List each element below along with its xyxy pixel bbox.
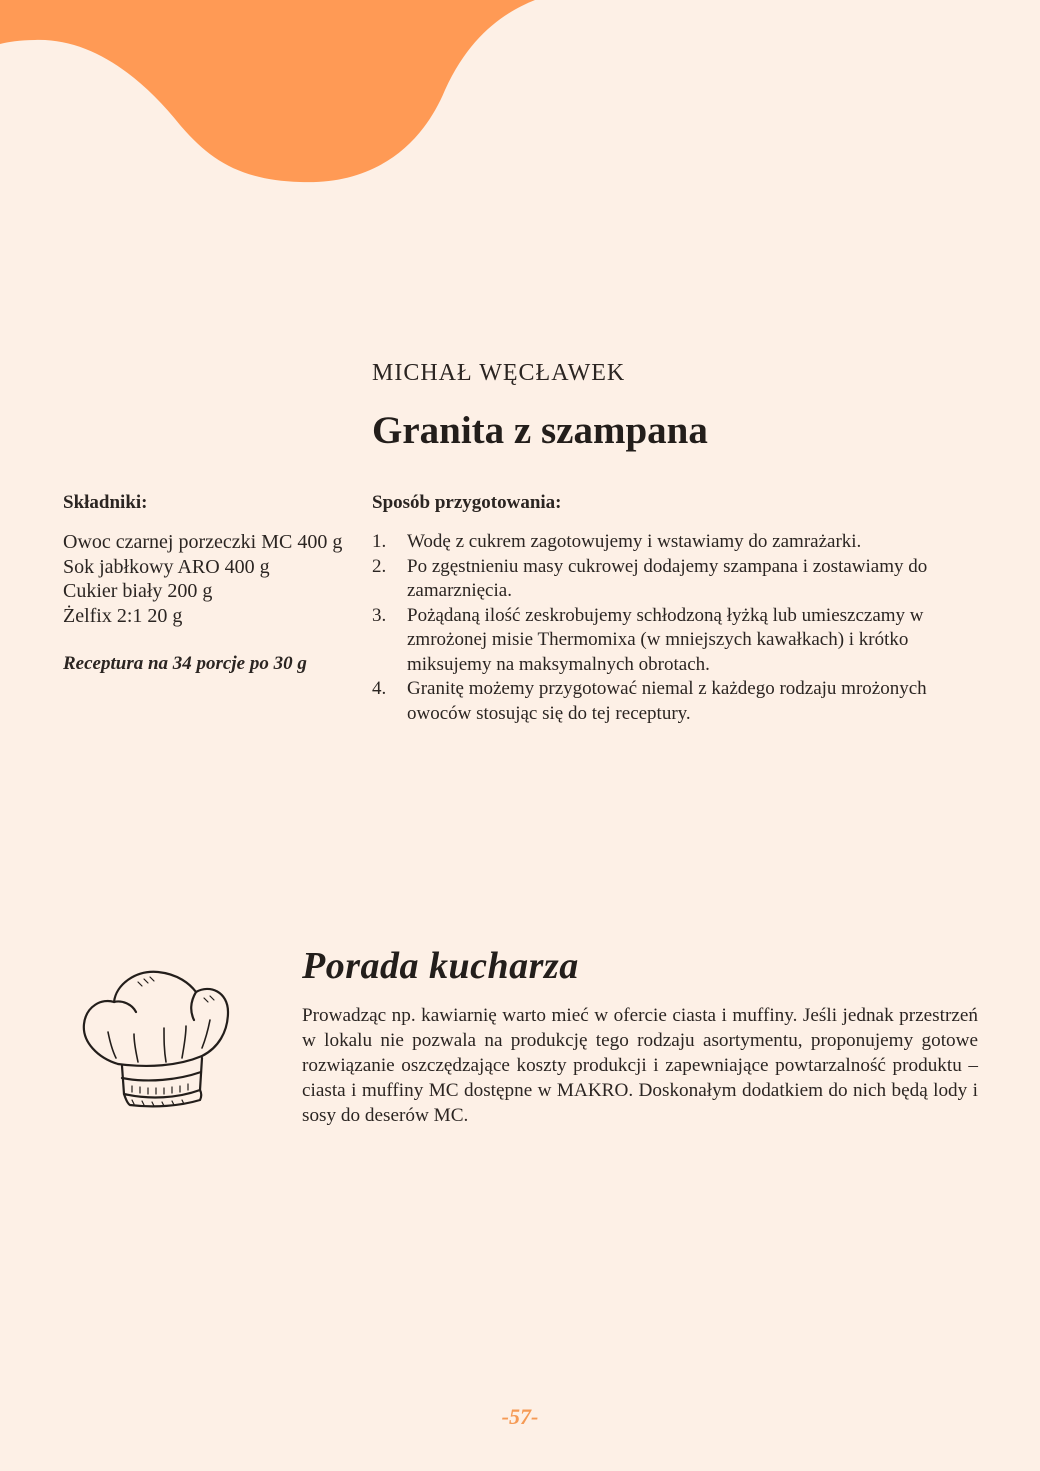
step-item [372, 604, 972, 678]
step-number: 2. [372, 555, 387, 577]
ingredients-list [63, 530, 363, 628]
tip-heading: Porada kucharza [302, 945, 579, 987]
step-text: Wodę z cukrem zagotowujemy i wstawiamy do zamrażarki. [407, 531, 862, 552]
chef-hat-icon [78, 962, 234, 1110]
page-number: -57- [501, 1404, 539, 1429]
step-text: Po zgęstnieniu masy cukrowej dodajemy szampana i zostawiamy do zamarznięcia. [407, 555, 928, 601]
step-item [372, 555, 972, 604]
step-number: 1. [372, 531, 387, 552]
recipe-title: Granita z szampana [372, 409, 708, 452]
portion-note: Receptura na 34 porcje po 30 g [63, 653, 307, 674]
step-number: 3. [372, 604, 387, 626]
author-name: MICHAŁ WĘCŁAWEK [372, 360, 626, 386]
step-text: Granitę możemy przygotować niemal z każdego rodzaju mrożonych owoców stosując się do tej receptury. [407, 678, 927, 724]
ingredient-item: Żelfix 2:1 20 g [63, 604, 183, 627]
ingredient-item: Cukier biały 200 g [63, 580, 213, 602]
step-item [372, 677, 972, 726]
decorative-orange-blob [0, 0, 560, 200]
tip-body: Prowadząc np. kawiarnię warto mieć w ofercie ciasta i muffiny. Jeśli jednak przestrzeń w lokalu nie pozwala na produkcję tego rodzaju asortymentu, proponujemy gotowe rozwiązanie oszczędzające koszty produkcji i zapewniające powtarzalność produktu – ciasta i muffiny MC dostępne w MAKRO. Doskonałym dodatkiem do nich będą lody i sosy do deserów MC. [302, 1005, 978, 1126]
ingredients-heading: Składniki: [63, 492, 148, 513]
preparation-heading: Sposób przygotowania: [372, 492, 562, 513]
step-item [372, 530, 972, 555]
step-number: 4. [372, 678, 387, 699]
step-text: Pożądaną ilość zeskrobujemy schłodzoną łyżką lub umieszczamy w zmrożonej misie Thermomixa (w mniejszych kawałkach) i krótko miksujemy na maksymalnych obrotach. [407, 604, 924, 675]
ingredient-item: Sok jabłkowy ARO 400 g [63, 555, 270, 578]
ingredient-item: Owoc czarnej porzeczki MC 400 g [63, 531, 343, 553]
preparation-steps [372, 530, 972, 726]
